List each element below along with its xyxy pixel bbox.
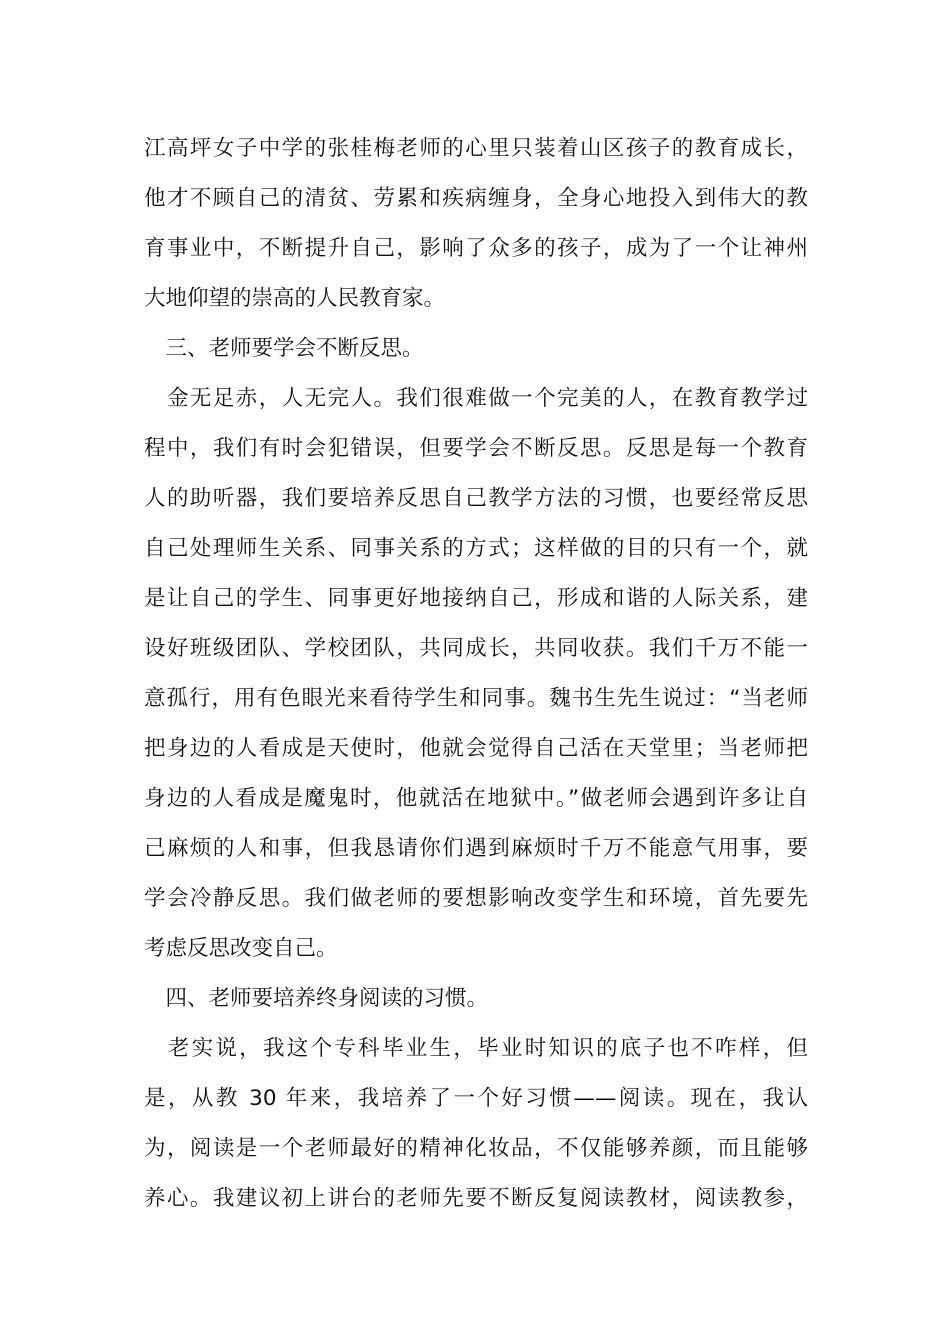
text-line-12: 意孤行，用有色眼光来看待学生和同事。魏书生先生说过：“当老师 — [144, 686, 808, 711]
text-line-17: 考虑反思改变自己。 — [144, 936, 338, 961]
text-line-11: 设好班级团队、学校团队，共同成长，共同收获。我们千万不能一 — [144, 636, 808, 661]
text-line-22: 养心。我建议初上讲台的老师先要不断反复阅读教材，阅读教参， — [144, 1186, 808, 1211]
text-line-7: 程中，我们有时会犯错误，但要学会不断反思。反思是每一个教育 — [144, 436, 808, 461]
text-line-10: 是让自己的学生、同事更好地接纳自己，形成和谐的人际关系，建 — [144, 586, 808, 611]
text-line-13: 把身边的人看成是天使时，他就会觉得自己活在天堂里；当老师把 — [144, 736, 808, 761]
text-line-9: 自己处理师生关系、同事关系的方式；这样做的目的只有一个，就 — [144, 536, 808, 561]
text-line-1: 江高坪女子中学的张桂梅老师的心里只装着山区孩子的教育成长， — [144, 136, 808, 161]
text-line-21: 为，阅读是一个老师最好的精神化妆品，不仅能够养颜，而且能够 — [144, 1136, 808, 1161]
text-line-4: 大地仰望的崇高的人民教育家。 — [144, 286, 446, 311]
text-line-14: 身边的人看成是魔鬼时，他就活在地狱中。”做老师会遇到许多让自 — [144, 786, 808, 811]
section-heading-3: 三、老师要学会不断反思。 — [144, 336, 424, 361]
text-line-2: 他才不顾自己的清贫、劳累和疾病缠身，全身心地投入到伟大的教 — [144, 186, 808, 211]
text-line-8: 人的助听器，我们要培养反思自己教学方法的习惯，也要经常反思 — [144, 486, 808, 511]
document-body — [144, 124, 808, 1224]
text-line-3: 育事业中，不断提升自己，影响了众多的孩子，成为了一个让神州 — [144, 236, 808, 261]
text-line-16: 学会冷静反思。我们做老师的要想影响改变学生和环境，首先要先 — [144, 886, 808, 911]
text-line-20: 是，从教 30 年来，我培养了一个好习惯——阅读。现在，我认 — [144, 1086, 808, 1111]
section-heading-4: 四、老师要培养终身阅读的习惯。 — [144, 986, 489, 1011]
text-line-15: 己麻烦的人和事，但我恳请你们遇到麻烦时千万不能意气用事，要 — [144, 836, 808, 861]
text-line-19: 老实说，我这个专科毕业生，毕业时知识的底子也不咋样，但 — [144, 1036, 808, 1061]
text-line-6: 金无足赤，人无完人。我们很难做一个完美的人，在教育教学过 — [144, 386, 808, 411]
